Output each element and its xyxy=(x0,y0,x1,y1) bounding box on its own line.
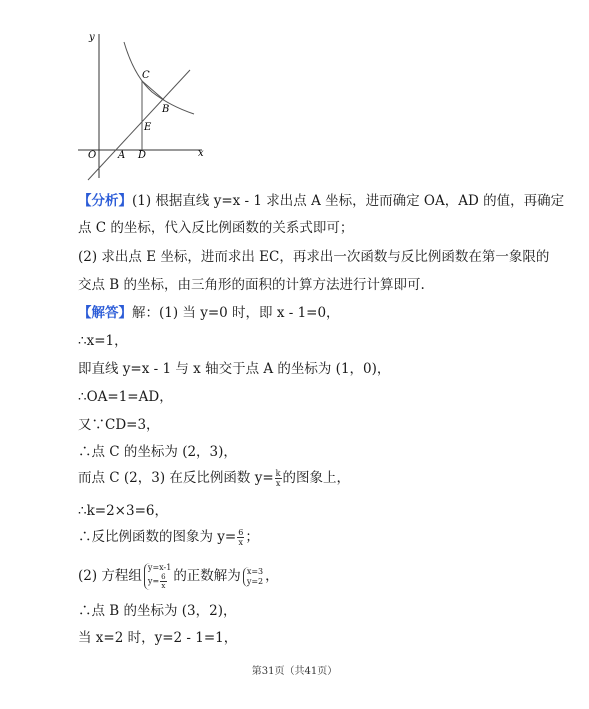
line9-text-b: ； xyxy=(245,529,259,545)
solution-y: y=2 xyxy=(246,576,264,586)
frac-den: x xyxy=(161,582,166,590)
system-eq-2 xyxy=(148,573,171,590)
solution-line-6: ∴点 C 的坐标为 (2，3)， xyxy=(78,444,237,460)
fraction-k-over-x xyxy=(275,469,282,488)
label-b: B xyxy=(162,104,170,115)
solution-line-5: 又∵CD=3， xyxy=(78,417,160,433)
system-eq-1: y=x-1 xyxy=(147,563,172,572)
line10-text-c: ， xyxy=(265,568,279,584)
label-d: D xyxy=(138,150,147,161)
solution-line-1 xyxy=(78,304,340,322)
label-x: x xyxy=(198,148,204,159)
line-graph xyxy=(88,70,190,180)
label-c: C xyxy=(142,70,150,81)
system-eq-2-lhs: y= xyxy=(147,576,160,586)
analysis-line-2: 点 C 的坐标，代入反比例函数的关系式即可； xyxy=(78,220,354,236)
solution-line-11: ∴点 B 的坐标为 (3，2)， xyxy=(78,603,237,619)
solution-line-9 xyxy=(78,528,259,547)
frac-den: x xyxy=(275,479,281,488)
frac-num: k xyxy=(275,469,281,478)
label-o: O xyxy=(88,150,97,161)
solution-line-8: ∴k=2×3=6， xyxy=(78,503,168,519)
analysis-text-1: (1) 根据直线 y=x - 1 求出点 A 坐标，进而确定 OA，AD 的值，再确定 xyxy=(132,193,565,209)
line10-text-b: 的正数解为 xyxy=(173,568,241,584)
analysis-line-3: (2) 求出点 E 坐标，进而求出 EC，再求出一次函数与反比例函数在第一象限的 xyxy=(78,249,550,265)
solution-text-1: 解：(1) 当 y=0 时，即 x - 1=0， xyxy=(132,305,340,321)
analysis-line-1 xyxy=(78,192,564,210)
solution-line-12: 当 x=2 时，y=2 - 1=1， xyxy=(78,630,238,646)
line10-text-a: (2) 方程组 xyxy=(78,568,142,584)
line9-text-a: ∴反比例函数的图象为 y= xyxy=(78,529,237,545)
fraction-6-over-x xyxy=(237,528,244,547)
frac-den: x xyxy=(238,538,244,547)
page-footer: 第31页（共41页） xyxy=(251,666,338,677)
label-a: A xyxy=(118,150,126,161)
line7-text-b: 的图象上， xyxy=(282,470,351,486)
analysis-line-4: 交点 B 的坐标，由三角形的面积的计算方法进行计算即可. xyxy=(78,277,425,293)
solution-tag: 【解答】 xyxy=(78,305,132,321)
solution-x: x=3 xyxy=(246,566,264,576)
line7-text-a: 而点 C (2，3) 在反比例函数 y= xyxy=(78,470,274,486)
solution-line-3: 即直线 y=x - 1 与 x 轴交于点 A 的坐标为 (1，0)， xyxy=(78,361,391,377)
frac-num: 6 xyxy=(238,528,244,537)
label-y: y xyxy=(89,32,95,43)
function-graph-figure xyxy=(74,28,214,188)
equation-system xyxy=(144,563,171,590)
analysis-tag: 【分析】 xyxy=(78,193,132,209)
frac-num: 6 xyxy=(161,573,166,581)
segment-cb xyxy=(142,81,164,100)
fraction-6-over-x-system xyxy=(160,573,166,590)
solution-line-10 xyxy=(78,558,279,594)
solution-line-4: ∴OA=1=AD， xyxy=(78,389,173,405)
solution-system xyxy=(243,567,263,587)
solution-line-2: ∴x=1， xyxy=(78,333,128,349)
label-e: E xyxy=(144,122,152,133)
solution-line-7 xyxy=(78,469,350,488)
